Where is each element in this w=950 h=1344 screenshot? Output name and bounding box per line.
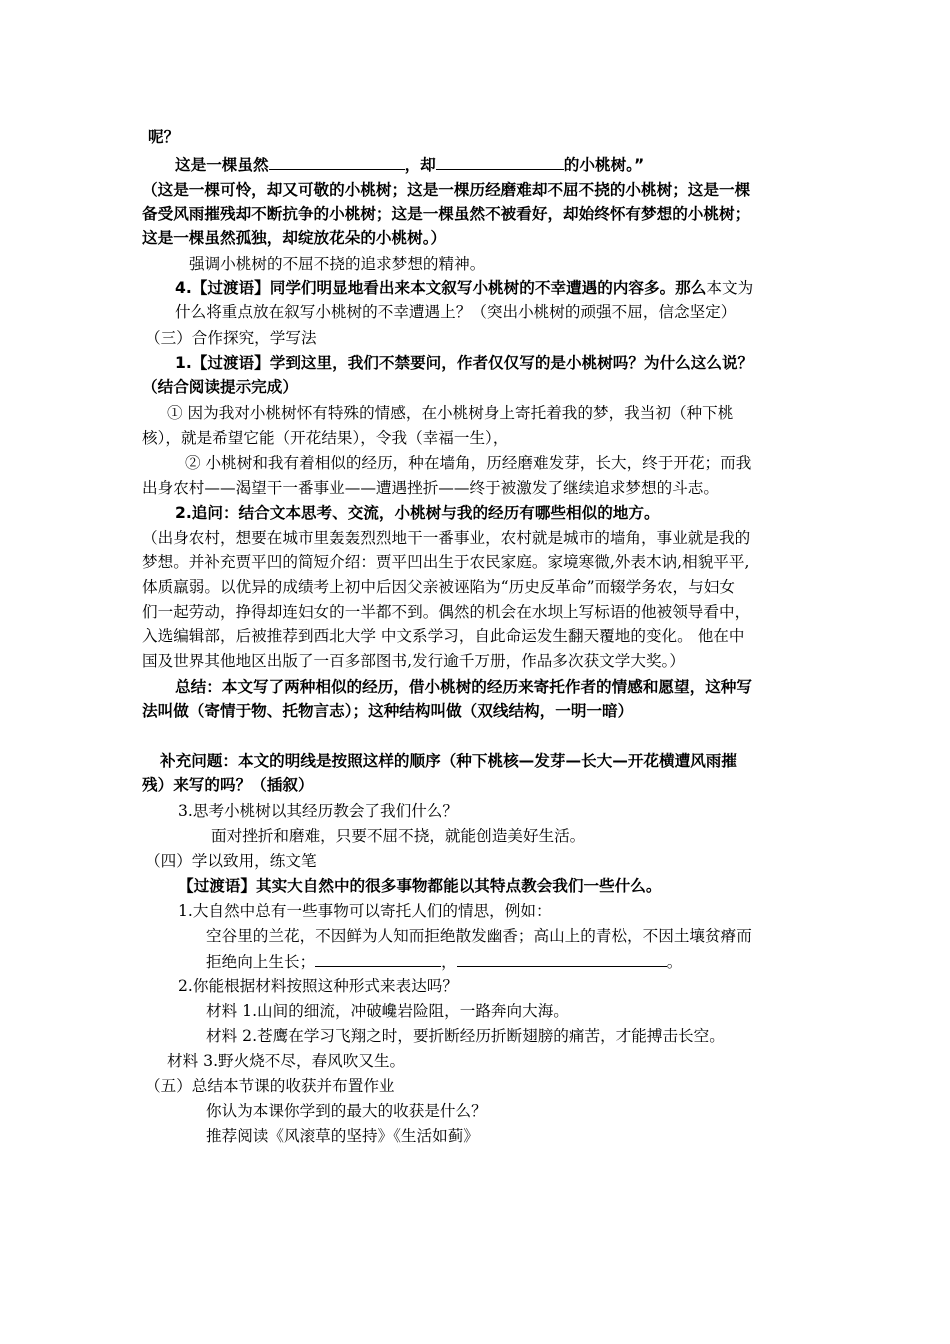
text-line: 推荐阅读《风滚草的坚持》《生活如蓟》 <box>206 1127 479 1145</box>
answer-blank[interactable] <box>436 154 564 170</box>
text-line: 3.思考小桃树以其经历教会了我们什么？ <box>178 802 458 820</box>
text-line: 空谷里的兰花，不因鲜为人知而拒绝散发幽香；高山上的青松，不因土壤贫瘠而 <box>206 927 752 945</box>
answer-blank[interactable] <box>457 951 667 967</box>
text-line: 呢？ <box>148 128 180 146</box>
answer-blank[interactable] <box>269 154 405 170</box>
text-line: 备受风雨摧残却不断抗争的小桃树；这是一棵虽然不被看好，却始终怀有梦想的小桃树； <box>142 205 751 223</box>
text-line: 1.【过渡语】学到这里，我们不禁要问，作者仅仅写的是小桃树吗？为什么这么说？ <box>175 354 754 372</box>
text-line: 这是一棵虽然孤独，却绽放花朵的小桃树。） <box>142 229 447 247</box>
text-line: 4.【过渡语】同学们明显地看出来本文叙写小桃树的不幸遭遇的内容多。那么本文为 <box>175 279 754 297</box>
text-line: （结合阅读提示完成） <box>142 378 298 396</box>
text-line: 材料 3.野火烧不尽，春风吹又生。 <box>167 1052 406 1070</box>
section-heading: （三）合作探究，学写法 <box>145 329 317 347</box>
text-line: 面对挫折和磨难，只要不屈不挠，就能创造美好生活。 <box>211 827 586 845</box>
text-line: 核），就是希望它能（开花结果），令我（幸福一生）， <box>142 429 509 447</box>
text-line: 出身农村——渴望干一番事业——遭遇挫折——终于被激发了继续追求梦想的斗志。 <box>142 479 719 497</box>
text-line: 强调小桃树的不屈不挠的追求梦想的精神。 <box>189 255 486 273</box>
section-heading: （四）学以致用，练文笔 <box>145 852 317 870</box>
text-line: 什么将重点放在叙写小桃树的不幸遭遇上？（突出小桃树的顽强不屈，信念坚定） <box>175 303 737 321</box>
text-line: （出身农村，想要在城市里轰轰烈烈地干一番事业，农村就是城市的墙角，事业就是我的 <box>142 529 751 547</box>
text-line: （这是一棵可怜，却又可敬的小桃树；这是一棵历经磨难却不屈不挠的小桃树；这是一棵 <box>142 181 751 199</box>
text-line: 【过渡语】其实大自然中的很多事物都能以其特点教会我们一些什么。 <box>178 877 662 895</box>
text-line: 2.你能根据材料按照这种形式来表达吗？ <box>178 977 458 995</box>
text-line: 体质羸弱。以优异的成绩考上初中后因父亲被诬陷为“历史反革命”而辍学务农，与妇女 <box>142 578 735 596</box>
answer-blank[interactable] <box>315 951 441 967</box>
text-line: 残）来写的吗？（插叙） <box>142 776 314 794</box>
text-line: 国及世界其他地区出版了一百多部图书,发行逾千万册，作品多次获文学大奖。） <box>142 652 685 670</box>
text-line: ② 小桃树和我有着相似的经历，种在墙角，历经磨难发芽，长大，终于开花；而我 <box>185 454 752 472</box>
text-line: 法叫做（寄情于物、托物言志）；这种结构叫做（双线结构，一明一暗） <box>142 702 634 720</box>
text-line: 2.追问：结合文本思考、交流，小桃树与我的经历有哪些相似的地方。 <box>175 504 660 522</box>
text-line: 你认为本课你学到的最大的收获是什么？ <box>206 1102 487 1120</box>
section-heading: （五）总结本节课的收获并布置作业 <box>145 1077 395 1095</box>
fill-in-line: 拒绝向上生长； ， 。 <box>206 953 683 971</box>
text-line: 补充问题：本文的明线是按照这样的顺序（种下桃核—发芽—长大—开花横遭风雨摧 <box>160 752 737 770</box>
text-line: 入选编辑部，后被推荐到西北大学 中文系学习，自此命运发生翻天覆地的变化。 他在中 <box>142 627 745 645</box>
text-line: 总结：本文写了两种相似的经历，借小桃树的经历来寄托作者的情感和愿望，这种写 <box>175 678 752 696</box>
fill-in-line: 这是一棵虽然 ，却 的小桃树。” <box>175 156 645 174</box>
text-line: ① 因为我对小桃树怀有特殊的情感，在小桃树身上寄托着我的梦，我当初（种下桃 <box>167 404 734 422</box>
text-line: 梦想。并补充贾平凹的简短介绍：贾平凹出生于农民家庭。家境寒微,外表木讷,相貌平平, <box>142 553 750 571</box>
text-line: 们一起劳动，挣得却连妇女的一半都不到。偶然的机会在水坝上写标语的他被领导看中， <box>142 603 751 621</box>
text-line: 材料 2.苍鹰在学习飞翔之时，要折断经历折断翅膀的痛苦，才能搏击长空。 <box>206 1027 725 1045</box>
text-line: 材料 1.山间的细流，冲破巉岩险阻，一路奔向大海。 <box>206 1002 569 1020</box>
text-line: 1.大自然中总有一些事物可以寄托人们的情思，例如： <box>178 902 552 920</box>
